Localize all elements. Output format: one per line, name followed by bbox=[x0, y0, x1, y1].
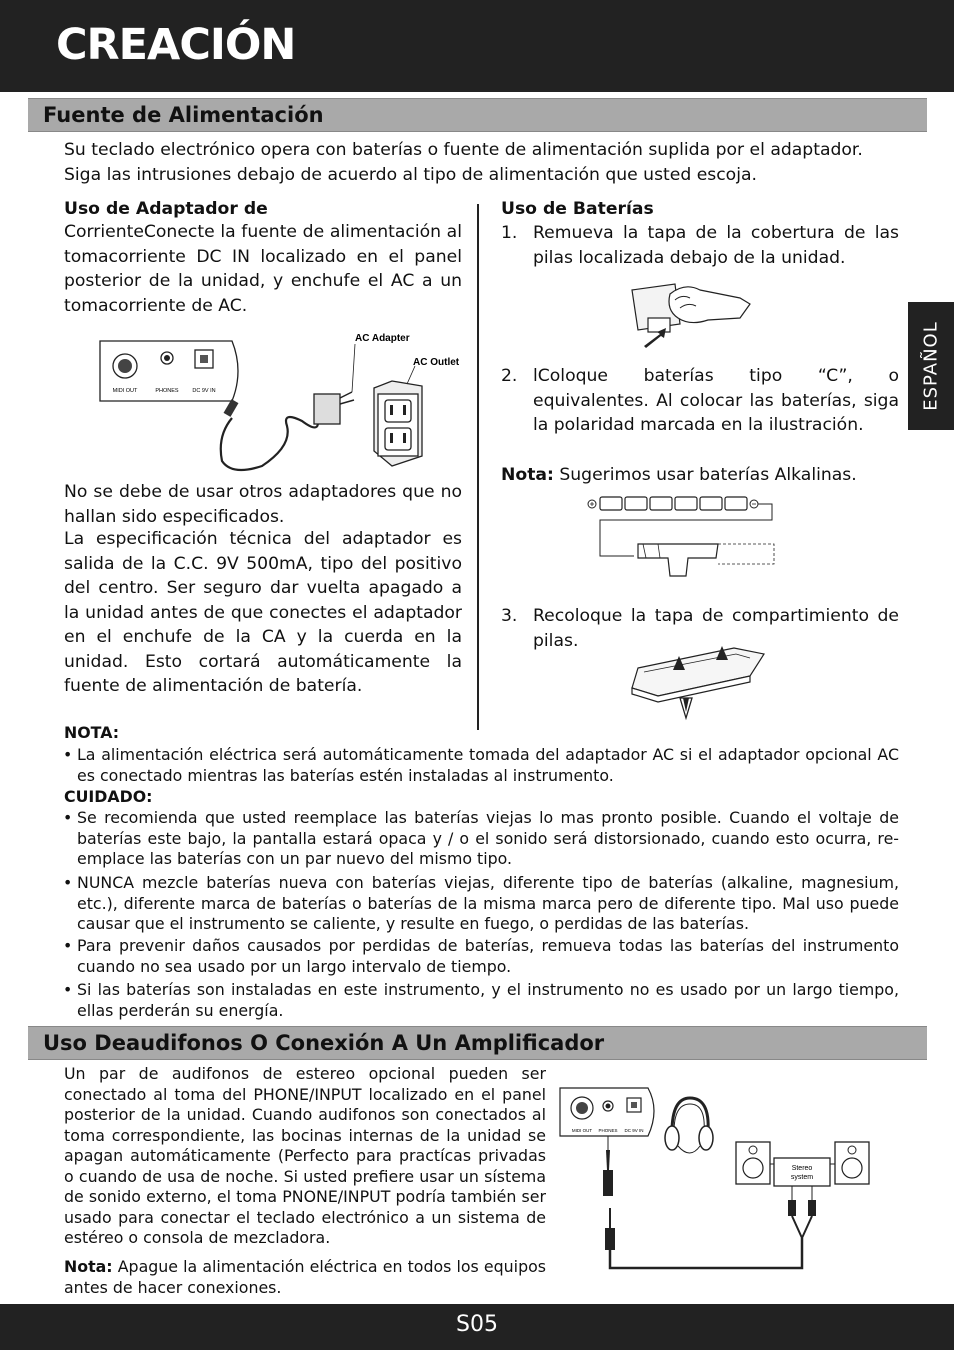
step2-text: lColoque baterías tipo “C”, o equivalentes. Al colocar las baterías, siga la polaridad marcada en la ilustración. bbox=[533, 366, 899, 435]
headphones-amplifier-figure bbox=[560, 1080, 900, 1300]
nota-heading: NOTA: bbox=[64, 723, 120, 742]
cuidado-bullet-text: Si las baterías son instaladas en este instrumento, y el instrumento no es usado por un largo tiempo, ellas perderán su energía. bbox=[77, 980, 899, 1020]
step3-number: 3. bbox=[501, 606, 518, 626]
batteries-note-text: Sugerimos usar baterías Alkalinas. bbox=[553, 465, 857, 485]
phones-label: PHONES bbox=[155, 388, 179, 394]
headphones-note bbox=[64, 1257, 546, 1298]
intro-paragraph: Su teclado electrónico opera con baterías o fuente de alimentación suplida por el adaptador. Siga las intrusiones debajo de acuerdo al tipo de alimentación que usted escoja. bbox=[64, 140, 863, 185]
adapter-warning: No se debe de usar otros adaptadores que no hallan sido especificados. bbox=[64, 482, 462, 527]
cuidado-bullet-text: Se recomienda que usted reemplace las baterías viejas lo mas pronto posible. Cuando el voltaje de baterías este bajo, la pantalla estará opaca y / o el sonido será distorsionado, cuando esto ocurra, re-emplace las baterías con un par nuevo del mismo tipo. bbox=[77, 808, 899, 868]
step2-number: 2. bbox=[501, 366, 518, 386]
bullet-glyph: • bbox=[63, 745, 73, 764]
page-header bbox=[0, 0, 954, 92]
adapter-heading: Uso de Adaptador de bbox=[64, 199, 268, 219]
midi-out-label: MIDI OUT bbox=[112, 388, 138, 394]
bullet-glyph: • bbox=[63, 808, 73, 827]
system-label: system bbox=[790, 1174, 814, 1181]
dc-in-label: DC 9V IN bbox=[624, 1128, 644, 1133]
bullet-glyph: • bbox=[63, 980, 73, 999]
ac-outlet-label: AC Outlet bbox=[413, 357, 460, 368]
cuidado-bullet bbox=[63, 980, 899, 1021]
cuidado-heading: CUIDADO: bbox=[64, 787, 153, 806]
stereo-label: Stereo bbox=[791, 1165, 813, 1172]
language-tab bbox=[908, 302, 954, 430]
nota-bullet-text: La alimentación eléctrica será automáticamente tomada del adaptador AC si el adaptador opcional AC es conectado mientras las baterías estén instaladas al instrumento. bbox=[77, 745, 899, 785]
section-bar-headphones bbox=[28, 1026, 927, 1060]
batteries-note bbox=[501, 463, 901, 488]
column-divider bbox=[477, 204, 479, 730]
phones-label: PHONES bbox=[598, 1128, 618, 1133]
step1-text: Remueva la tapa de la cobertura de las pilas localizada debajo de la unidad. bbox=[533, 223, 899, 268]
adapter-spec: La especificación técnica del adaptador es salida de la C.C. 9V 500mA, tipo del positivo del centro. Ser seguro dar vuelta apagado a la unidad antes de que conectes el adaptador en el enchufe de la CA y la cuerda en la unidad. Esto cortará automáticamente la fuente de alimentación de batería. bbox=[64, 529, 462, 696]
page-number: S05 bbox=[456, 1312, 498, 1337]
cuidado-bullet bbox=[63, 873, 899, 935]
cuidado-bullet bbox=[63, 808, 899, 870]
cuidado-bullet-text: NUNCA mezcle baterías nueva con baterías viejas, diferente tipo de baterías (alkaline, magnesium, etc.), diferente marca de baterías o baterías de la misma marca pero de diferente tipo. Mal uso puede causar que el instrumento se caliente, y resulte en fuego, o perdidas de las baterías. bbox=[77, 873, 899, 933]
batteries-note-label: Nota: bbox=[501, 465, 554, 485]
battery-polarity-figure bbox=[588, 492, 778, 602]
section-title-power: Fuente de Alimentación bbox=[43, 103, 324, 127]
cuidado-bullet-text: Para prevenir daños causados por perdidas de baterías, remueva todas las baterías del instrumento cuando no sea usado por un largo intervalo de tiempo. bbox=[77, 936, 899, 976]
nota-bullet bbox=[63, 745, 899, 786]
step3-text: Recoloque la tapa de compartimiento de pilas. bbox=[533, 606, 899, 651]
ac-adapter-label: AC Adapter bbox=[355, 333, 410, 344]
adapter-figure bbox=[92, 326, 482, 476]
adapter-paragraph: CorrienteConecte la fuente de alimentación al tomacorriente DC IN localizado en el panel posterior de la unidad, y enchufe el AC a un tomacorriente de AC. bbox=[64, 222, 462, 316]
headphones-note-label: Nota: bbox=[64, 1257, 113, 1276]
replace-cover-figure bbox=[628, 640, 768, 720]
page-footer bbox=[0, 1304, 954, 1350]
remove-cover-figure bbox=[630, 280, 760, 350]
step1-number: 1. bbox=[501, 223, 518, 243]
section-title-headphones: Uso Deaudifonos O Conexión A Un Amplificador bbox=[43, 1031, 605, 1055]
batteries-heading: Uso de Baterías bbox=[501, 199, 654, 219]
bullet-glyph: • bbox=[63, 936, 73, 955]
section-bar-power bbox=[28, 98, 927, 132]
dc-in-label: DC 9V IN bbox=[192, 388, 216, 394]
page-title: CREACIÓN bbox=[56, 20, 296, 70]
midi-out-label: MIDI OUT bbox=[571, 1128, 593, 1133]
cuidado-bullet bbox=[63, 936, 899, 977]
bullet-glyph: • bbox=[63, 873, 73, 892]
headphones-note-text: Apague la alimentación eléctrica en todos los equipos antes de hacer conexiones. bbox=[64, 1257, 546, 1297]
language-tab-label: ESPAÑOL bbox=[920, 321, 942, 411]
headphones-paragraph: Un par de audifonos de estereo opcional pueden ser conectado al toma del PHONE/INPUT localizado en el panel posterior de la unidad. Cuando audifonos son conectados al toma correspondiente, las bocinas internas de la unidad se apagan automáticamente (Perfecto para practícas privadas o cuando de usa de noche. Si usted prefiere usar un sístema de sonido externo, el toma PNONE/INPUT podría también ser usado para conectar el teclado electrónico a un sistema de estéreo o consola de mezcladora. bbox=[64, 1064, 546, 1247]
